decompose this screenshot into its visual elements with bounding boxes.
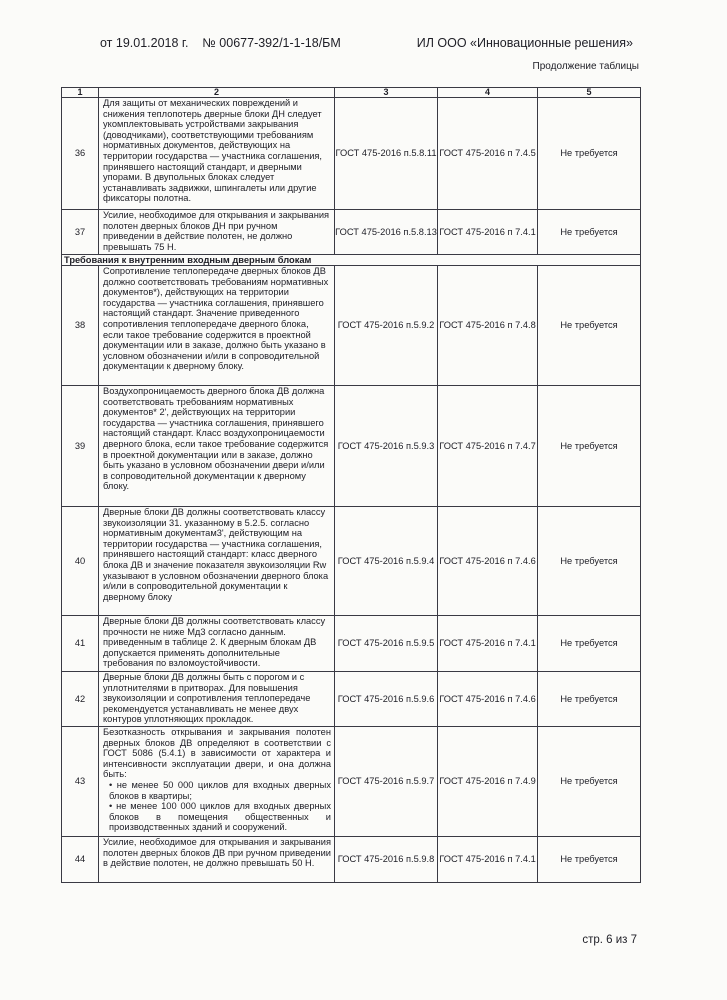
requirement-text: Для защиты от механических повреждений и снижения теплопотерь дверные блоки ДН следует укомплектовывать устройствами закрывания (доводчиками), соответствующими требованиям нормативных документов, действующих на территории государства — участника соглашения, принявшего настоящий стандарт, и дверными упорами. В двупольных блоках следует устанавливать задвижки, шпингалеты или другие фиксаторы полотна. [99, 98, 335, 210]
document-header [100, 36, 633, 50]
column-number: 1 [62, 88, 99, 98]
result-cell: Не требуется [538, 727, 641, 837]
result-cell: Не требуется [538, 386, 641, 507]
test-method-reference: ГОСТ 475-2016 п 7.4.1 [438, 210, 538, 255]
result-cell: Не требуется [538, 672, 641, 727]
page-number: стр. 6 из 7 [582, 934, 637, 946]
requirement-text: Дверные блоки ДВ должны соответствовать классу звукоизоляции 31. указанному в 5.2.5. согласно нормативным документам3', действующим на территории государства — участника соглашения, принявшего настоящий стандарт: класс дверного блока ДВ и значение показателя звукоизоляции Rw указывают в условном обозначении дверного блока и/или в сопроводительной документации к дверному блоку [99, 507, 335, 616]
column-number-row [62, 88, 641, 98]
norm-reference: ГОСТ 475-2016 п.5.9.5 [335, 616, 438, 672]
row-number: 40 [62, 507, 99, 616]
norm-reference: ГОСТ 475-2016 п.5.9.4 [335, 507, 438, 616]
table-row [62, 507, 641, 616]
result-cell: Не требуется [538, 266, 641, 386]
requirements-table [61, 87, 641, 883]
column-number: 2 [99, 88, 335, 98]
protocol-number: № 00677-392/1-1-18/БМ [202, 36, 341, 50]
requirement-bullet: • не менее 100 000 циклов для входных дверных блоков в помещения общественных и производственных зданий и сооружений. [109, 801, 331, 833]
column-number: 3 [335, 88, 438, 98]
section-title: Требования к внутренним входным дверным блокам [62, 255, 641, 266]
column-number: 5 [538, 88, 641, 98]
row-number: 41 [62, 616, 99, 672]
section-row [62, 255, 641, 266]
norm-reference: ГОСТ 475-2016 п.5.9.3 [335, 386, 438, 507]
norm-reference: ГОСТ 475-2016 п.5.9.6 [335, 672, 438, 727]
requirement-bullet: • не менее 50 000 циклов для входных дверных блоков в квартиры; [109, 779, 331, 801]
row-number: 36 [62, 98, 99, 210]
requirement-cell [99, 727, 335, 837]
requirement-text: Усилие, необходимое для открывания и закрывания полотен дверных блоков ДН при ручном приведении в действие полотен, не должно превышать 75 Н. [99, 210, 335, 255]
requirement-text: Усилие, необходимое для открывания и закрывания полотен дверных блоков ДВ при ручном приведении в действие полотен, не должно превышать 50 Н. [99, 837, 335, 883]
table-row [62, 727, 641, 837]
table-row [62, 837, 641, 883]
requirement-text: Воздухопроницаемость дверного блока ДВ должна соответствовать требованиям нормативных документов* 2', действующих на территории государства — участника соглашения, принявшего настоящий стандарт. Класс воздухопроницаемости дверного блока, если такое требование содержится в проектной документации или в заказе, должно быть указано в условном обозначении двери и/или в сопроводительной документации к дверному блоку. [99, 386, 335, 507]
row-number: 42 [62, 672, 99, 727]
requirement-text: Сопротивление теплопередаче дверных блоков ДВ должно соответствовать требованиям нормативных документов*), действующих на территории государства — участника соглашения, принявшего настоящий стандарт. Значение приведенного сопротивления теплопередаче дверного блока, если такое требование содержится в проектной документации или в заказе, должно быть указано в условном обозначении и/или в сопроводительной документации к дверному блоку. [99, 266, 335, 386]
norm-reference: ГОСТ 475-2016 п.5.8.11 [335, 98, 438, 210]
table-row [62, 616, 641, 672]
result-cell: Не требуется [538, 507, 641, 616]
requirement-text: Дверные блоки ДВ должны быть с порогом и с уплотнителями в притворах. Для повышения звукоизоляции и сопротивления теплопередаче рекомендуется устанавливать не менее двух контуров уплотняющих прокладок. [99, 672, 335, 727]
row-number: 43 [62, 727, 99, 837]
table-row [62, 98, 641, 210]
test-method-reference: ГОСТ 475-2016 п 7.4.6 [438, 672, 538, 727]
table-row [62, 672, 641, 727]
result-cell: Не требуется [538, 837, 641, 883]
test-method-reference: ГОСТ 475-2016 п 7.4.8 [438, 266, 538, 386]
norm-reference: ГОСТ 475-2016 п.5.8.13 [335, 210, 438, 255]
norm-reference: ГОСТ 475-2016 п.5.9.8 [335, 837, 438, 883]
protocol-date: от 19.01.2018 г. [100, 36, 189, 50]
test-method-reference: ГОСТ 475-2016 п 7.4.6 [438, 507, 538, 616]
result-cell: Не требуется [538, 616, 641, 672]
requirement-text: Дверные блоки ДВ должны соответствовать классу прочности не ниже Мд3 согласно данным. приведенным в таблице 2. К дверным блокам ДВ допускается применять дополнительные требования по взломоустойчивости. [99, 616, 335, 672]
column-number: 4 [438, 88, 538, 98]
test-method-reference: ГОСТ 475-2016 п 7.4.7 [438, 386, 538, 507]
result-cell: Не требуется [538, 98, 641, 210]
test-method-reference: ГОСТ 475-2016 п 7.4.9 [438, 727, 538, 837]
norm-reference: ГОСТ 475-2016 п.5.9.2 [335, 266, 438, 386]
table-row [62, 210, 641, 255]
row-number: 38 [62, 266, 99, 386]
test-method-reference: ГОСТ 475-2016 п 7.4.1 [438, 616, 538, 672]
norm-reference: ГОСТ 475-2016 п.5.9.7 [335, 727, 438, 837]
table-continuation-note: Продолжение таблицы [532, 61, 639, 72]
result-cell: Не требуется [538, 210, 641, 255]
table-row [62, 386, 641, 507]
test-method-reference: ГОСТ 475-2016 п 7.4.1 [438, 837, 538, 883]
test-method-reference: ГОСТ 475-2016 п 7.4.5 [438, 98, 538, 210]
requirement-text: Безотказность открывания и закрывания полотен дверных блоков ДВ определяют в соответствии с ГОСТ 5086 (5.4.1) в зависимости от характера и интенсивности эксплуатации двери, и она должна быть: [103, 727, 331, 780]
row-number: 37 [62, 210, 99, 255]
row-number: 44 [62, 837, 99, 883]
table-row [62, 266, 641, 386]
row-number: 39 [62, 386, 99, 507]
laboratory-name: ИЛ ООО «Инновационные решения» [416, 36, 633, 50]
